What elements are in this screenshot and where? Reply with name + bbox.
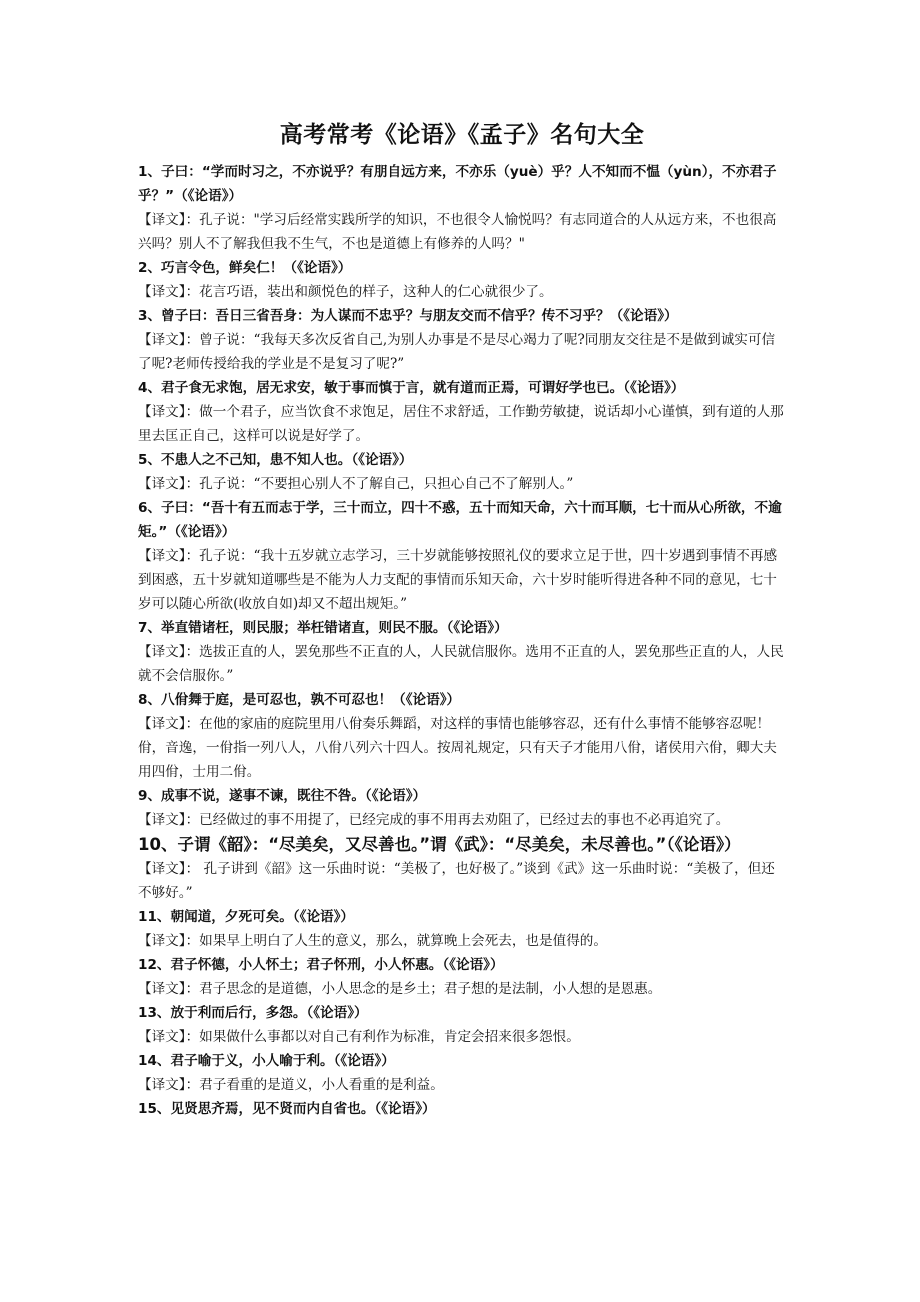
entry-2 [138,256,786,304]
entry-13 [138,1001,786,1049]
entry-quote: 4、君子食无求饱，居无求安，敏于事而慎于言，就有道而正焉，可谓好学也已。（《论语》） [138,380,685,396]
translation-label: 【译文】 [138,981,186,997]
entry-quote: 9、成事不说，遂事不谏，既往不咎。（《论语》） [138,788,427,804]
entry-quote: 3、曾子曰：吾日三省吾身：为人谋而不忠乎？与朋友交而不信乎？传不习乎？（《论语》） [138,308,678,324]
entry-quote: 14、君子喻于义，小人喻于利。（《论语》） [138,1053,395,1069]
entry-12 [138,953,786,1001]
translation-label: 【译文】 [138,284,186,300]
translation-label: 【译文】 [138,644,186,660]
translation-label: 【译文】 [138,716,186,732]
entry-translation [138,400,786,448]
translation-text: ：君子思念的是道德，小人思念的是乡土；君子想的是法制，小人想的是恩惠。 [185,981,662,997]
entry-1 [138,160,786,256]
entry-quote: 13、放于利而后行，多怨。（《论语》） [138,1005,368,1021]
entry-quote: 6、子曰：“吾十有五而志于学，三十而立，四十不惑，五十而知天命，六十而耳顺，七十而从心所欲，不逾矩。”（《论语》） [138,500,782,540]
entry-quote: 5、不患人之不己知，患不知人也。（《论语》） [138,452,413,468]
entry-14 [138,1049,786,1097]
entry-10 [138,832,786,905]
entry-translation [138,808,786,832]
entry-quote: 10、子谓《韶》：“尽美矣，又尽善也。”谓《武》：“尽美矣，未尽善也。”（《论语》） [138,835,741,854]
entry-8 [138,688,786,784]
translation-label: 【译文】 [138,861,186,877]
entry-9 [138,784,786,832]
translation-text: ：已经做过的事不用提了，已经完成的事不用再去劝阻了，已经过去的事也不必再追究了。 [185,812,730,828]
entry-list [138,160,786,1121]
entry-quote: 15、见贤思齐焉，见不贤而内自省也。（《论语》） [138,1101,436,1117]
entry-quote: 12、君子怀德，小人怀土；君子怀刑，小人怀惠。（《论语》） [138,957,504,973]
translation-label: 【译文】 [138,933,186,949]
translation-text: ：如果早上明白了人生的意义，那么，就算晚上会死去，也是值得的。 [185,933,607,949]
entry-quote: 2、巧言令色，鲜矣仁！（《论语》） [138,260,352,276]
entry-translation [138,472,786,496]
translation-label: 【译文】 [138,1077,186,1093]
translation-text: ：孔子说："学习后经常实践所学的知识，不也很令人愉悦吗？有志同道合的人从远方来，不也很高兴吗？别人不了解我但我不生气，不也是道德上有修养的人吗？" [138,212,777,252]
entry-7 [138,616,786,688]
translation-text: ：在他的家庙的庭院里用八佾奏乐舞蹈，对这样的事情也能够容忍，还有什么事情不能够容忍呢！佾，音逸，一佾指一列八人，八佾八列六十四人。按周礼规定，只有天子才能用八佾，诸侯用六佾，卿大夫用四佾，士用二佾。 [138,716,777,780]
translation-text: ：花言巧语，装出和颜悦色的样子，这种人的仁心就很少了。 [185,284,553,300]
entry-4 [138,376,786,448]
entry-6 [138,496,786,616]
entry-quote: 7、举直错诸枉，则民服；举枉错诸直，则民不服。（《论语》） [138,620,508,636]
entry-translation [138,929,786,953]
translation-label: 【译文】 [138,404,186,420]
translation-text: ：孔子说：“我十五岁就立志学习，三十岁就能够按照礼仪的要求立足于世，四十岁遇到事情不再感到困惑，五十岁就知道哪些是不能为人力支配的事情而乐知天命，六十岁时能听得进各种不同的意见，七十岁可以随心所欲(收放自如)却又不超出规矩。” [138,548,778,612]
entry-11 [138,905,786,953]
translation-label: 【译文】 [138,332,186,348]
entry-translation [138,328,786,376]
entry-translation [138,977,786,1001]
translation-label: 【译文】 [138,1029,186,1045]
translation-text: ：曾子说：“我每天多次反省自己,为别人办事是不是尽心竭力了呢?同朋友交往是不是做到诚实可信了呢?老师传授给我的学业是不是复习了呢?” [138,332,776,372]
entry-translation [138,280,786,304]
entry-translation [138,1073,786,1097]
entry-translation [138,1025,786,1049]
entry-translation [138,544,786,616]
entry-translation [138,857,786,905]
document-page [138,116,786,1121]
translation-text: ： 孔子讲到《韶》这一乐曲时说：“美极了，也好极了。”谈到《武》这一乐曲时说：“美极了，但还不够好。” [138,861,775,901]
translation-text: ：选拔正直的人，罢免那些不正直的人，人民就信服你。选用不正直的人，罢免那些正直的人，人民就不会信服你。” [138,644,784,684]
document-title: 高考常考《论语》《孟子》名句大全 [279,122,645,148]
entry-quote: 11、朝闻道，夕死可矣。（《论语》） [138,909,355,925]
entry-15 [138,1097,786,1121]
translation-label: 【译文】 [138,812,186,828]
entry-quote: 1、子曰：“学而时习之，不亦说乎？有朋自远方来，不亦乐（yuè）乎？人不知而不愠（yùn），不亦君子乎？”（《论语》） [138,164,777,204]
translation-label: 【译文】 [138,548,186,564]
translation-text: ：如果做什么事都以对自己有利作为标准，肯定会招来很多怨恨。 [185,1029,580,1045]
translation-label: 【译文】 [138,212,186,228]
entry-translation [138,640,786,688]
entry-5 [138,448,786,496]
translation-text: ：君子看重的是道义，小人看重的是利益。 [185,1077,444,1093]
entry-translation [138,712,786,784]
translation-label: 【译文】 [138,476,186,492]
translation-text: ：做一个君子，应当饮食不求饱足，居住不求舒适，工作勤劳敏捷，说话却小心谨慎，到有道的人那里去匡正自己，这样可以说是好学了。 [138,404,784,444]
entry-3 [138,304,786,376]
entry-translation [138,208,786,256]
translation-text: ：孔子说：“不要担心别人不了解自己，只担心自己不了解别人。” [185,476,574,492]
entry-quote: 8、八佾舞于庭，是可忍也，孰不可忍也！（《论语》） [138,692,461,708]
